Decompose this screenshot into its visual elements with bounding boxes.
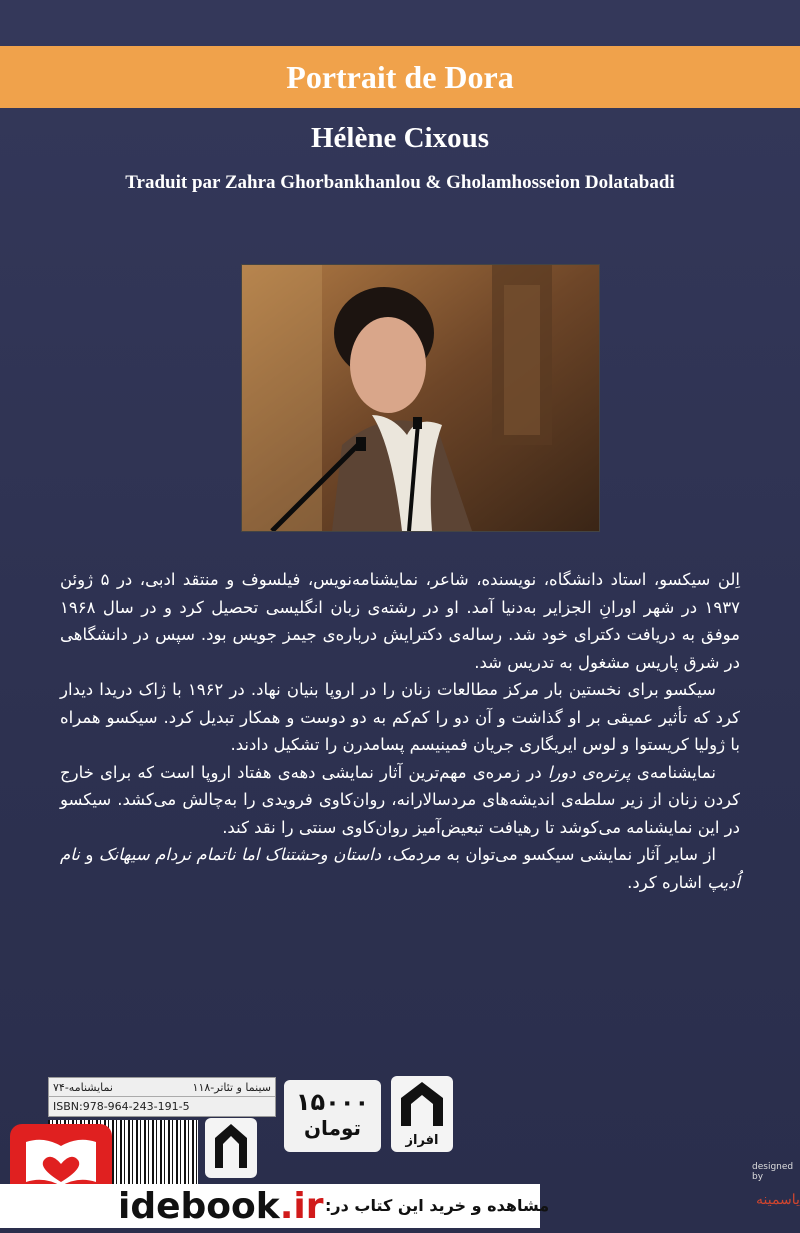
series-play-number: نمایشنامه-۷۴ xyxy=(53,1080,113,1094)
author-name: Hélène Cixous xyxy=(310,122,490,154)
bio-p3-title: پرتره‌ی دورا xyxy=(547,762,631,782)
bio-p4-title-1: مردمک xyxy=(391,845,441,864)
isbn-row xyxy=(49,1096,275,1115)
publisher-logo-text: افراز xyxy=(405,1133,439,1148)
bio-paragraph-4 xyxy=(60,841,740,896)
price-tag xyxy=(284,1080,381,1152)
title-band xyxy=(0,46,800,108)
bio-p4-title-2: داستان وحشتناک اما ناتمام نردام سیهانک xyxy=(98,845,382,864)
price-currency: تومان xyxy=(303,1116,361,1140)
author-biography xyxy=(60,566,740,896)
bio-p4-separator: ، xyxy=(386,845,392,864)
book-title: Portrait de Dora xyxy=(286,58,514,95)
isbn-text: ISBN:978-964-243-191-5 xyxy=(53,1099,190,1113)
publisher-logo-icon xyxy=(391,1076,453,1152)
series-row xyxy=(49,1078,275,1096)
bio-p4-and: و xyxy=(85,845,94,864)
publisher-logo-small xyxy=(205,1118,257,1178)
series-cinema-number: سینما و تئاتر-۱۱۸ xyxy=(192,1080,271,1094)
site-cta-text: مشاهده و خرید این کتاب در: xyxy=(325,1196,550,1215)
designer-signature: یاسمینه xyxy=(756,1192,800,1208)
translators-line: Traduit par Zahra Ghorbankhanlou & Gholamhosseion Dolatabadi xyxy=(125,172,675,193)
bio-paragraph-2: سیکسو برای نخستین بار مرکز مطالعات زنان را در اروپا بنیان نهاد. در ۱۹۶۲ با ژاک دریدا دیدار کرد که تأثیر عمیقی بر او گذاشت و آن دو را کم‌کم به دو دوست و همکار تبدیل کرد. سیکسو همراه با ژولیا کریستوا و لوس ایریگاری جریان فمینیسم پسامدرن را تشکیل دادند. xyxy=(60,680,740,754)
catalog-info-box xyxy=(48,1077,276,1117)
site-name-main: idebook xyxy=(118,1186,280,1227)
bio-paragraph-3 xyxy=(60,759,740,842)
publisher-logo xyxy=(391,1076,453,1152)
bio-p3-pre: نمایشنامه‌ی xyxy=(636,762,716,782)
site-watermark-bar xyxy=(0,1184,760,1228)
site-name-tld: .ir xyxy=(279,1186,324,1227)
author-photo xyxy=(241,264,600,532)
bio-p4-pre: از سایر آثار نمایشی سیکسو می‌توان به xyxy=(446,845,717,864)
designer-label: designed by xyxy=(752,1162,794,1182)
bio-paragraph-1 xyxy=(60,566,740,676)
publisher-logo-small-icon xyxy=(205,1118,257,1178)
bio-p1-rest: در ۵ ژوئن ۱۹۳۷ در شهر اورانِ الجزایر به‌دنیا آمد. او در رشته‌ی زبان انگلیسی تحصیل کرد و در سال ۱۹۶۸ موفق به دریافت دکترای خود شد. رساله‌ی دکترایش درباره‌ی جیمز جویس بود. سپس در دانشگاهی در شرق پاریس مشغول به تدریس شد. xyxy=(60,570,740,672)
bio-p3-post: در زمره‌ی مهم‌ترین آثار نمایشی دهه‌ی هفتاد اروپا است که برای خارج کردن زنان از زیر سلطه‌ی اندیشه‌های مردسالارانه، روان‌کاوی فرویدی را به‌چالش می‌کشد. سیکسو در این نمایشنامه می‌کوشد تا رهیافت تبعیض‌آمیز روان‌کاوی سنتی را نقد کند. xyxy=(60,762,740,837)
price-amount: ۱۵۰۰۰ xyxy=(295,1088,370,1116)
author-photo-illustration xyxy=(242,265,599,531)
site-name[interactable] xyxy=(118,1186,323,1227)
bio-p4-title-3: نام اُدیپ xyxy=(60,845,740,892)
bio-p1-line1: اِلن سیکسو، استاد دانشگاه، نویسنده، شاعر، نمایشنامه‌نویس، فیلسوف و منتقد ادبی، xyxy=(139,570,741,589)
bio-p4-post: اشاره کرد. xyxy=(627,872,703,892)
